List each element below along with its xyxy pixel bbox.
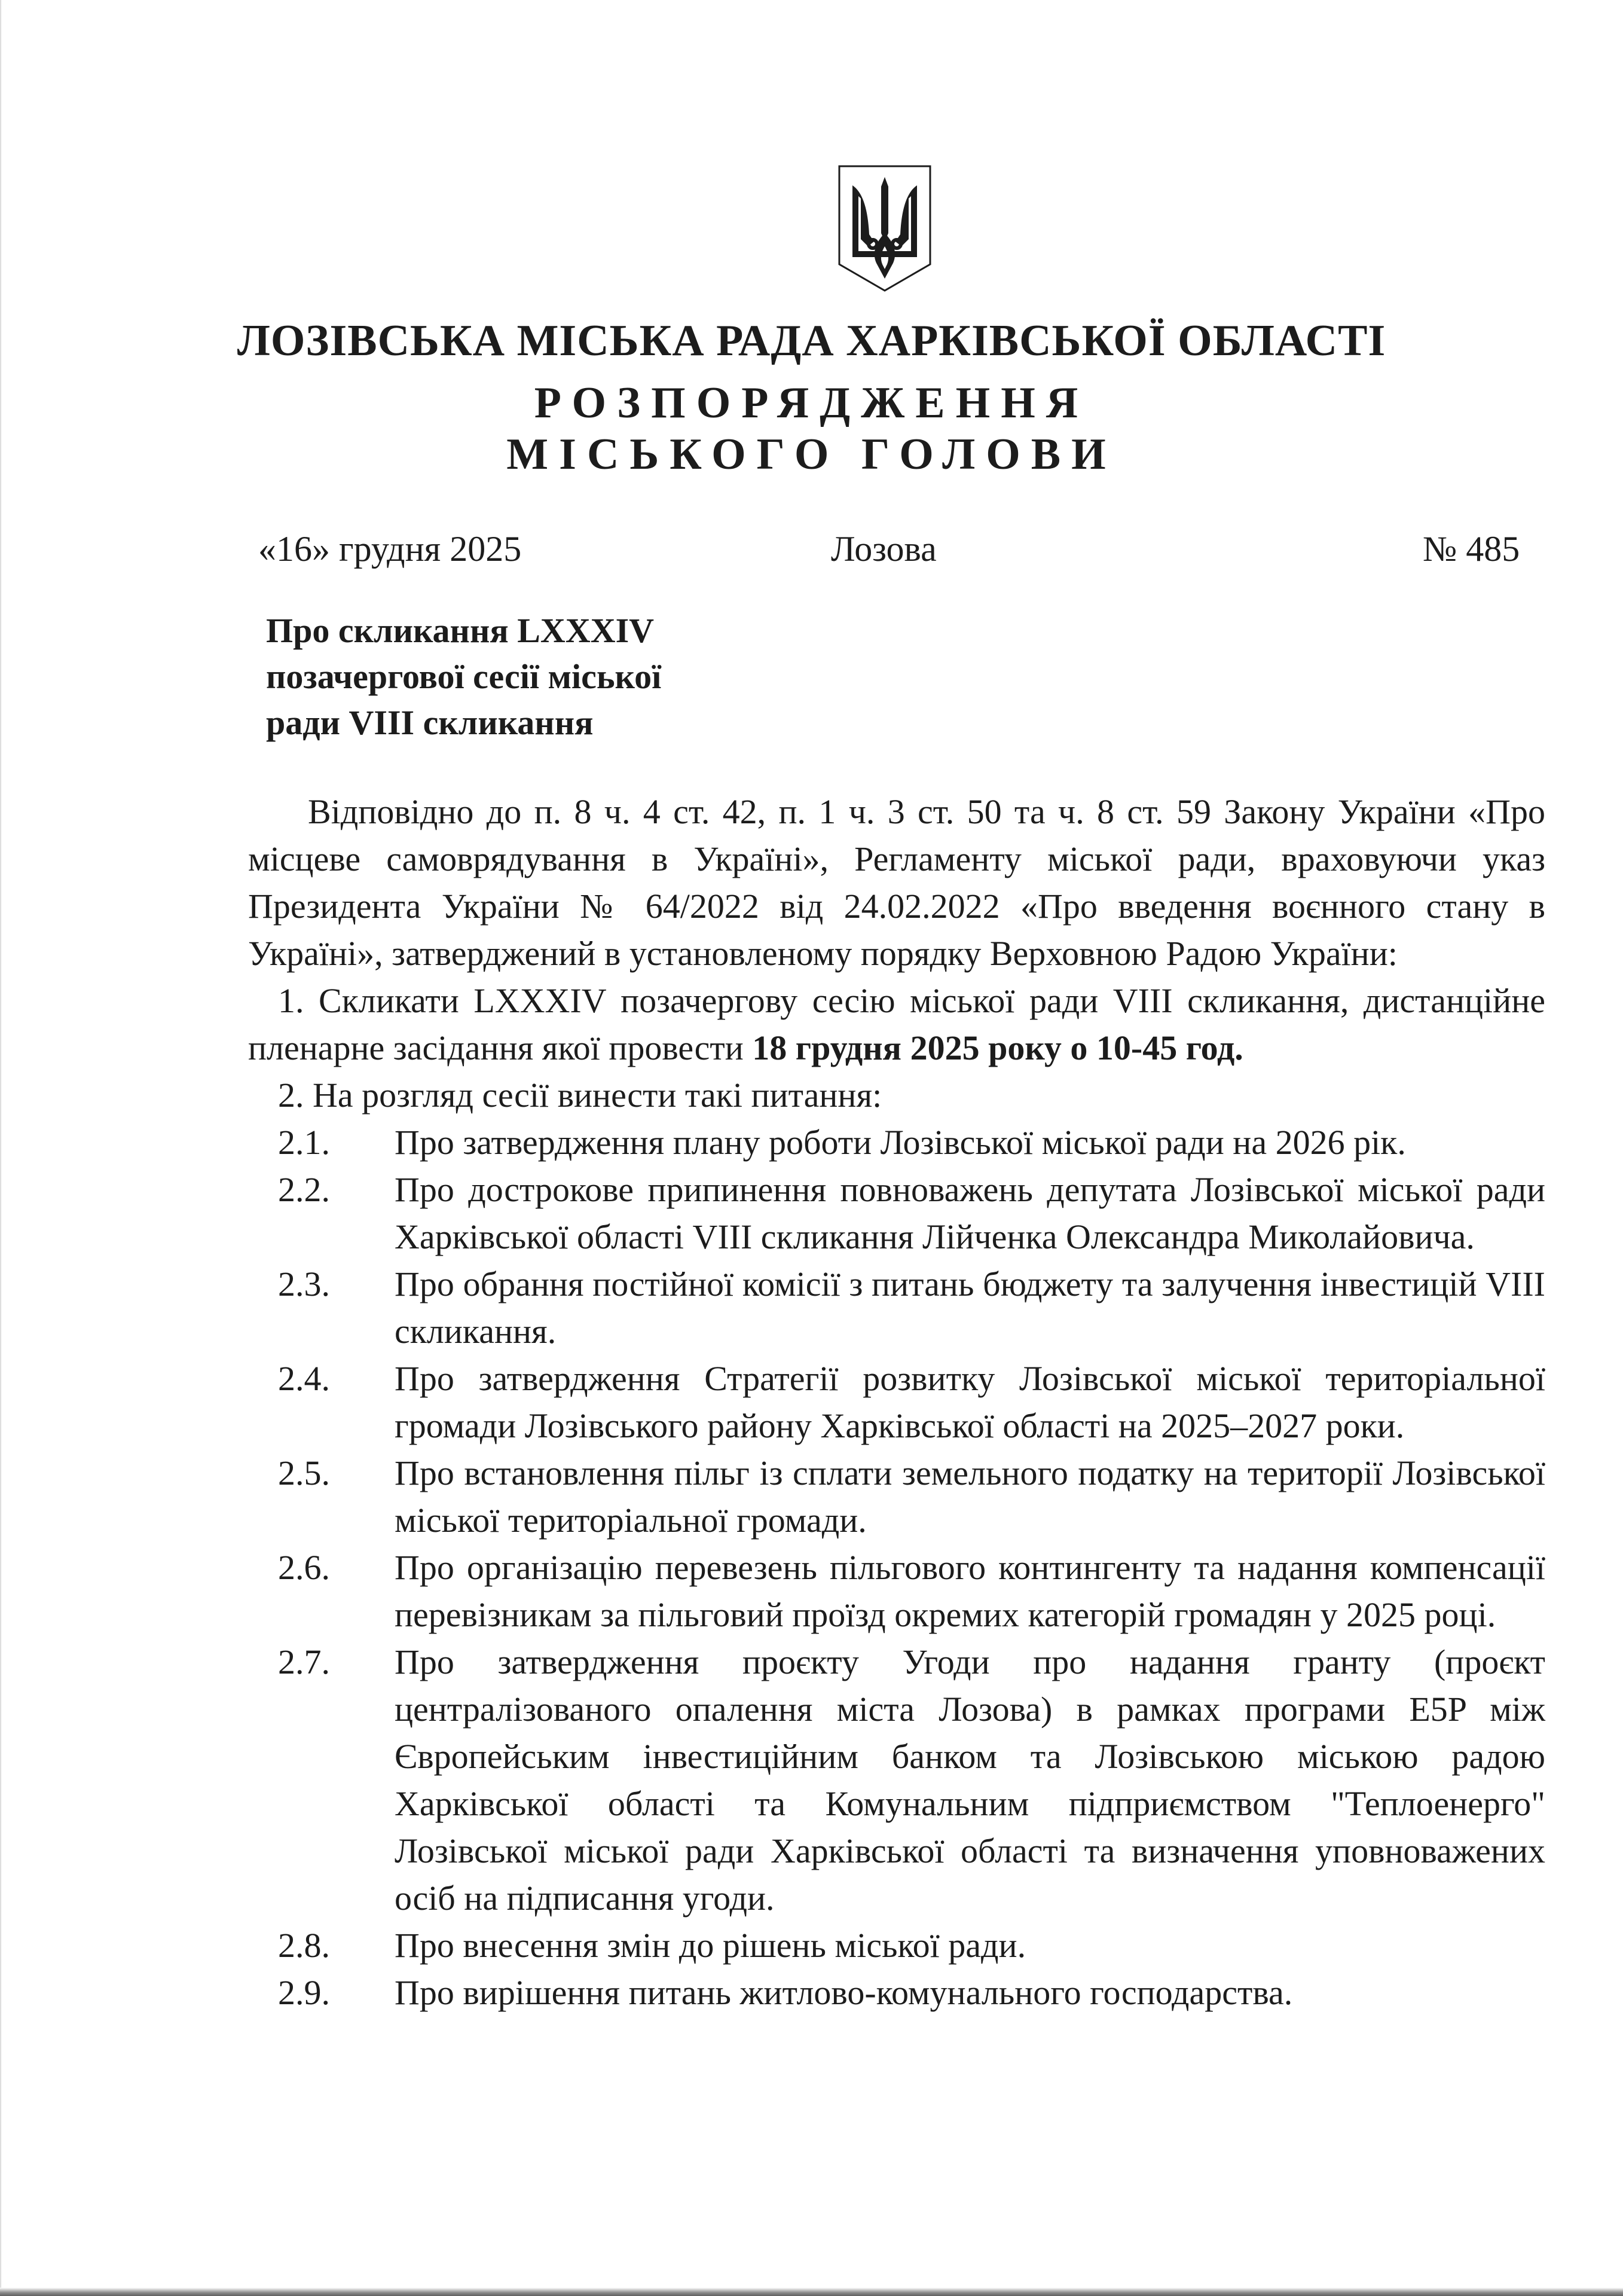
- item-1-text: 1. Скликати LXXXIV позачергову сесію міської ради VIII скликання, дистанційне пленарне засідання якої провести: [248, 981, 1545, 1067]
- subject-line: ради VIII скликання: [266, 703, 594, 742]
- tryzub-coat-of-arms-icon: [837, 163, 933, 294]
- agenda-item-number: 2.1.: [278, 1123, 330, 1162]
- agenda-item-number: 2.7.: [278, 1642, 330, 1681]
- document-number: № 485: [1423, 529, 1520, 569]
- document-type-title: РОЗПОРЯДЖЕННЯ: [534, 378, 1089, 428]
- agenda-item-text: Про затвердження плану роботи Лозівської міської ради на 2026 рік.: [395, 1123, 1406, 1162]
- agenda-item: [248, 1638, 1545, 1922]
- organization-title: ЛОЗІВСЬКА МІСЬКА РАДА ХАРКІВСЬКОЇ ОБЛАСТІ: [237, 316, 1386, 365]
- agenda-item-number: 2.2.: [278, 1170, 330, 1209]
- agenda-item-text: Про внесення змін до рішень міської ради.: [395, 1926, 1026, 1965]
- document-body: [248, 788, 1545, 2016]
- subject-line: позачергової сесії міської: [266, 657, 662, 696]
- agenda-item-number: 2.3.: [278, 1265, 330, 1303]
- agenda-item: [248, 1969, 1545, 2016]
- agenda-item: [248, 1922, 1545, 1969]
- agenda-item-number: 2.8.: [278, 1926, 330, 1965]
- agenda-item-text: Про обрання постійної комісії з питань бюджету та залучення інвестицій VIII скликання.: [395, 1265, 1545, 1351]
- subject-line: Про скликання LXXXIV: [266, 611, 655, 650]
- document-date: «16» грудня 2025: [258, 529, 522, 569]
- agenda-item-text: Про встановлення пільг із сплати земельного податку на території Лозівської міської територіальної громади.: [395, 1454, 1545, 1540]
- agenda-item: [248, 1166, 1545, 1260]
- document-type-subtitle: МІСЬКОГО ГОЛОВИ: [506, 430, 1117, 479]
- agenda-item-text: Про організацію перевезень пільгового контингенту та надання компенсації перевізникам за пільговий проїзд окремих категорій громадян у 2025 році.: [395, 1548, 1545, 1634]
- agenda-item: [248, 1355, 1545, 1449]
- agenda-item-number: 2.9.: [278, 1973, 330, 2012]
- agenda-item: [248, 1544, 1545, 1638]
- item-2-heading: 2. На розгляд сесії винести такі питання:: [278, 1076, 882, 1115]
- scan-edge-bottom: [0, 2288, 1623, 2296]
- item-1: [248, 977, 1545, 1071]
- agenda-item-text: Про затвердження проєкту Угоди про надання гранту (проєкт централізованого опалення міста Лозова) в рамках програми E5P між Європейським інвестиційним банком та Лозівською міською радою Харківської області та Комунальним підприємством "Теплоенерго" Лозівської міської ради Харківської області та визначення уповноважених осіб на підписання угоди.: [395, 1642, 1545, 1918]
- agenda-item-number: 2.6.: [278, 1548, 330, 1587]
- agenda-item-text: Про дострокове припинення повноважень депутата Лозівської міської ради Харківської області VIII скликання Лійченка Олександра Миколайовича.: [395, 1170, 1545, 1256]
- agenda-item-text: Про вирішення питань житлово-комунального господарства.: [395, 1973, 1293, 2012]
- session-datetime: 18 грудня 2025 року о 10-45 год.: [752, 1028, 1243, 1067]
- document-subject: [266, 607, 804, 746]
- agenda-item-number: 2.5.: [278, 1454, 330, 1492]
- agenda-item: [248, 1449, 1545, 1544]
- agenda-item: [248, 1119, 1545, 1166]
- agenda-item: [248, 1260, 1545, 1355]
- document-city: Лозова: [831, 529, 937, 569]
- preamble-paragraph: Відповідно до п. 8 ч. 4 ст. 42, п. 1 ч. 3 ст. 50 та ч. 8 ст. 59 Закону України «Про місцеве самоврядування в Україні», Регламенту міської ради, враховуючи указ Президента України № 64/2022 від 24.02.2022 «Про введення воєнного стану в Україні», затверджений в установленому порядку Верховною Радою України:: [248, 792, 1545, 973]
- agenda-item-text: Про затвердження Стратегії розвитку Лозівської міської територіальної громади Лозівського району Харківської області на 2025–2027 роки.: [395, 1359, 1545, 1445]
- agenda-item-number: 2.4.: [278, 1359, 330, 1398]
